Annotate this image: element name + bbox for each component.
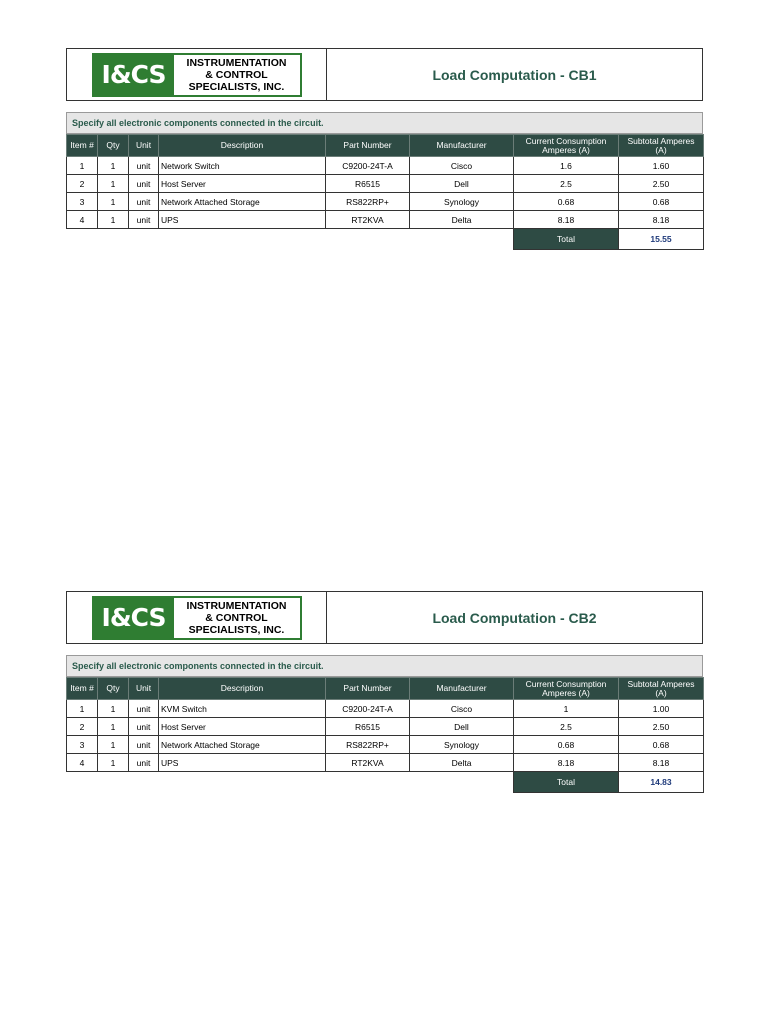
subtotal-cell: 8.18 <box>619 754 704 772</box>
column-header: Qty <box>98 678 129 700</box>
column-header: Description <box>159 678 326 700</box>
manufacturer-cell: Cisco <box>410 700 514 718</box>
item-cell: 4 <box>67 754 98 772</box>
item-cell: 1 <box>67 700 98 718</box>
unit-cell: unit <box>129 157 159 175</box>
qty-cell: 1 <box>98 718 129 736</box>
total-value: 15.55 <box>619 229 704 250</box>
blank-cell <box>67 229 514 250</box>
logo-line: SPECIALISTS, INC. <box>188 80 285 93</box>
part-number-cell: C9200-24T-A <box>326 157 410 175</box>
logo-line: & CONTROL <box>205 68 268 81</box>
page-title: Load Computation - CB1 <box>432 66 597 83</box>
current-cell: 0.68 <box>514 193 619 211</box>
logo-mark: I&CS <box>94 55 174 95</box>
manufacturer-cell: Dell <box>410 718 514 736</box>
table-header-row <box>67 135 704 157</box>
description-cell: Host Server <box>159 718 326 736</box>
column-header: Unit <box>129 678 159 700</box>
column-header: Item # <box>67 135 98 157</box>
unit-cell: unit <box>129 193 159 211</box>
subtotal-cell: 2.50 <box>619 718 704 736</box>
unit-cell: unit <box>129 211 159 229</box>
subtotal-cell: 1.60 <box>619 157 704 175</box>
part-number-cell: C9200-24T-A <box>326 700 410 718</box>
table-row <box>67 754 704 772</box>
current-cell: 2.5 <box>514 718 619 736</box>
manufacturer-cell: Delta <box>410 754 514 772</box>
unit-cell: unit <box>129 718 159 736</box>
item-cell: 4 <box>67 211 98 229</box>
total-row <box>67 772 704 793</box>
component-table <box>66 677 704 793</box>
table-header-row <box>67 678 704 700</box>
column-header: Subtotal Amperes (A) <box>619 678 704 700</box>
subtotal-cell: 0.68 <box>619 736 704 754</box>
description-cell: KVM Switch <box>159 700 326 718</box>
page-title: Load Computation - CB2 <box>432 609 597 626</box>
manufacturer-cell: Dell <box>410 175 514 193</box>
column-header: Manufacturer <box>410 678 514 700</box>
header <box>66 48 703 101</box>
unit-cell: unit <box>129 754 159 772</box>
item-cell: 2 <box>67 718 98 736</box>
column-header: Item # <box>67 678 98 700</box>
table-row <box>67 157 704 175</box>
subtotal-cell: 2.50 <box>619 175 704 193</box>
instruction-bar: Specify all electronic components connected in the circuit. <box>66 655 703 677</box>
current-cell: 8.18 <box>514 211 619 229</box>
table-row <box>67 211 704 229</box>
part-number-cell: RT2KVA <box>326 754 410 772</box>
qty-cell: 1 <box>98 736 129 754</box>
subtotal-cell: 0.68 <box>619 193 704 211</box>
current-cell: 1.6 <box>514 157 619 175</box>
current-cell: 1 <box>514 700 619 718</box>
column-header: Description <box>159 135 326 157</box>
total-label: Total <box>514 229 619 250</box>
qty-cell: 1 <box>98 157 129 175</box>
qty-cell: 1 <box>98 754 129 772</box>
logo-line: INSTRUMENTATION <box>186 56 287 69</box>
current-cell: 0.68 <box>514 736 619 754</box>
item-cell: 3 <box>67 193 98 211</box>
part-number-cell: RS822RP+ <box>326 736 410 754</box>
item-cell: 3 <box>67 736 98 754</box>
logo-line: INSTRUMENTATION <box>186 599 287 612</box>
description-cell: Network Attached Storage <box>159 193 326 211</box>
column-header: Qty <box>98 135 129 157</box>
current-cell: 8.18 <box>514 754 619 772</box>
logo-text <box>174 598 300 638</box>
item-cell: 2 <box>67 175 98 193</box>
part-number-cell: R6515 <box>326 175 410 193</box>
column-header: Manufacturer <box>410 135 514 157</box>
table-row <box>67 700 704 718</box>
unit-cell: unit <box>129 736 159 754</box>
current-cell: 2.5 <box>514 175 619 193</box>
part-number-cell: RS822RP+ <box>326 193 410 211</box>
item-cell: 1 <box>67 157 98 175</box>
description-cell: UPS <box>159 211 326 229</box>
qty-cell: 1 <box>98 193 129 211</box>
table-row <box>67 175 704 193</box>
component-table <box>66 134 704 250</box>
table-row <box>67 736 704 754</box>
load-computation-cb2 <box>66 591 703 793</box>
column-header: Part Number <box>326 678 410 700</box>
description-cell: Host Server <box>159 175 326 193</box>
column-header: Current Consumption Amperes (A) <box>514 678 619 700</box>
qty-cell: 1 <box>98 700 129 718</box>
manufacturer-cell: Synology <box>410 736 514 754</box>
logo-line: & CONTROL <box>205 611 268 624</box>
manufacturer-cell: Delta <box>410 211 514 229</box>
subtotal-cell: 8.18 <box>619 211 704 229</box>
header <box>66 591 703 644</box>
description-cell: Network Attached Storage <box>159 736 326 754</box>
table-row <box>67 718 704 736</box>
blank-cell <box>67 772 514 793</box>
total-value: 14.83 <box>619 772 704 793</box>
logo-line: SPECIALISTS, INC. <box>188 623 285 636</box>
company-logo <box>92 596 302 640</box>
column-header: Subtotal Amperes (A) <box>619 135 704 157</box>
company-logo <box>92 53 302 97</box>
qty-cell: 1 <box>98 211 129 229</box>
part-number-cell: R6515 <box>326 718 410 736</box>
table-row <box>67 193 704 211</box>
manufacturer-cell: Cisco <box>410 157 514 175</box>
logo-mark: I&CS <box>94 598 174 638</box>
manufacturer-cell: Synology <box>410 193 514 211</box>
subtotal-cell: 1.00 <box>619 700 704 718</box>
logo-cell <box>67 592 327 643</box>
column-header: Unit <box>129 135 159 157</box>
unit-cell: unit <box>129 700 159 718</box>
logo-cell <box>67 49 327 100</box>
load-computation-cb1 <box>66 48 703 250</box>
description-cell: UPS <box>159 754 326 772</box>
instruction-bar: Specify all electronic components connected in the circuit. <box>66 112 703 134</box>
column-header: Current Consumption Amperes (A) <box>514 135 619 157</box>
part-number-cell: RT2KVA <box>326 211 410 229</box>
column-header: Part Number <box>326 135 410 157</box>
description-cell: Network Switch <box>159 157 326 175</box>
qty-cell: 1 <box>98 175 129 193</box>
unit-cell: unit <box>129 175 159 193</box>
total-label: Total <box>514 772 619 793</box>
total-row <box>67 229 704 250</box>
logo-text <box>174 55 300 95</box>
